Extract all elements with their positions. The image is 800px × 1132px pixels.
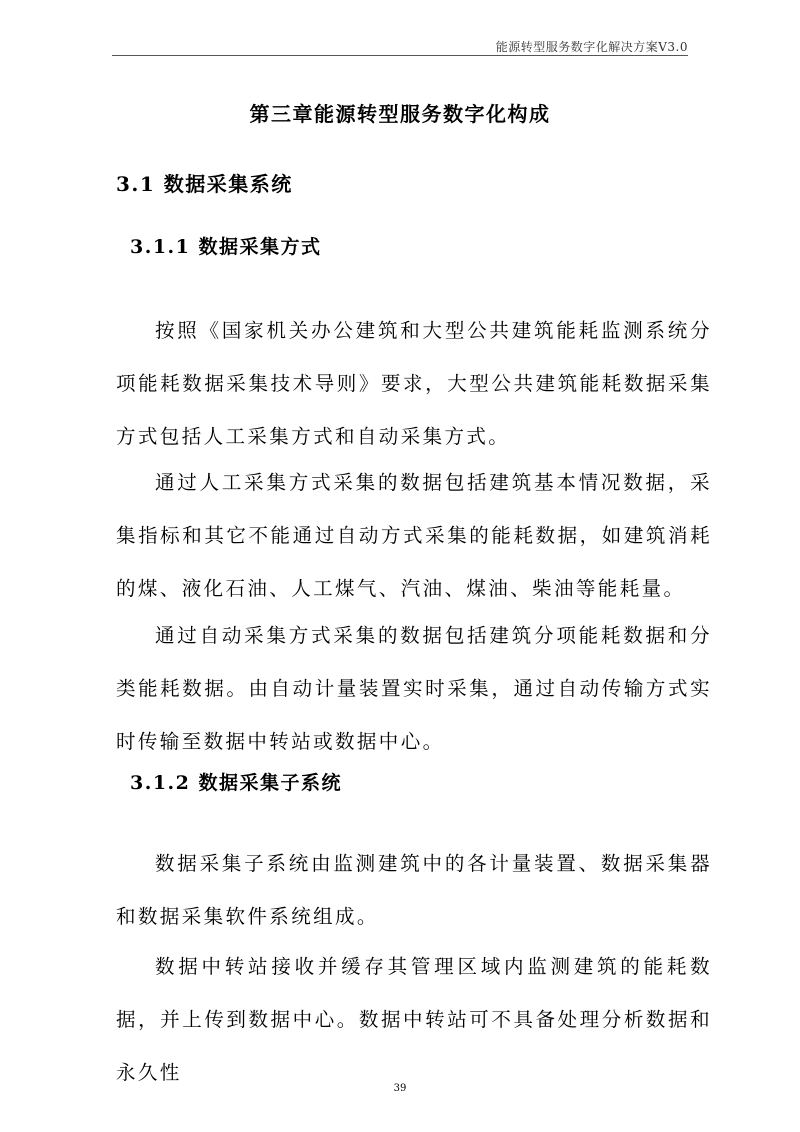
chapter-title: 第三章能源转型服务数字化构成 [249,102,551,126]
body-paragraph: 通过自动采集方式采集的数据包括建筑分项能耗数据和分类能耗数据。由自动计量装置实时采集，通过自动传输方式实时传输至数据中转站或数据中心。 [116,623,712,753]
subsection-heading: 3.1.1 数据采集方式 [130,236,322,258]
body-paragraph: 按照《国家机关办公建筑和大型公共建筑能耗监测系统分项能耗数据采集技术导则》要求，大型公共建筑能耗数据采集方式包括人工采集方式和自动采集方式。 [116,318,712,448]
running-header: 能源转型服务数字化解决方案V3.0 [495,40,688,54]
body-paragraph: 通过人工采集方式采集的数据包括建筑基本情况数据，采集指标和其它不能通过自动方式采集的能耗数据，如建筑消耗的煤、液化石油、人工煤气、汽油、煤油、柴油等能耗量。 [116,470,712,600]
page-number: 39 [393,1083,407,1094]
header-divider [112,55,688,56]
section-heading: 3.1 数据采集系统 [116,172,293,196]
subsection-heading: 3.1.2 数据采集子系统 [130,772,343,794]
body-paragraph: 数据采集子系统由监测建筑中的各计量装置、数据采集器和数据采集软件系统组成。 [116,851,712,928]
body-paragraph: 数据中转站接收并缓存其管理区域内监测建筑的能耗数据，并上传到数据中心。数据中转站可不具备处理分析数据和永久性 [116,954,712,1084]
